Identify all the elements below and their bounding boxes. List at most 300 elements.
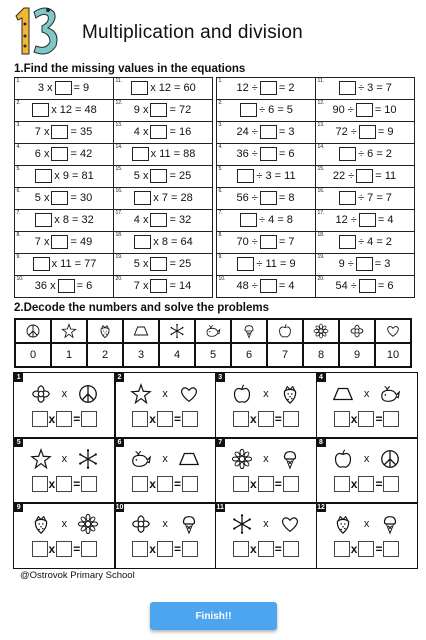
icecream-icon: [241, 323, 257, 339]
equation-suffix: = 9: [377, 126, 394, 138]
equation-prefix: 5 x: [133, 170, 149, 182]
equation-number: 9.: [16, 253, 21, 260]
answer-box[interactable]: [81, 541, 97, 557]
equals-sign: =: [375, 412, 383, 427]
equation-number: 16.: [115, 187, 123, 194]
answer-box[interactable]: [383, 541, 399, 557]
answer-box[interactable]: [132, 411, 148, 427]
answer-row: [115, 541, 215, 557]
answer-box[interactable]: [358, 541, 374, 557]
strawberry-icon: [279, 383, 301, 405]
problem-card: [215, 372, 317, 439]
equation-prefix: 54 ÷: [335, 280, 357, 292]
answer-box[interactable]: [258, 541, 274, 557]
equation-cell: [216, 231, 316, 254]
answer-box[interactable]: [150, 279, 167, 293]
answer-box[interactable]: [134, 191, 151, 205]
problem-number: 9: [14, 503, 23, 512]
equation-prefix: 7 x: [133, 280, 149, 292]
equation-suffix: x 12 = 48: [51, 104, 97, 116]
times-sign: x: [350, 542, 358, 557]
answer-box[interactable]: [237, 257, 254, 271]
equation-number: 8.: [218, 231, 223, 238]
answer-box[interactable]: [32, 476, 48, 492]
times-sign: x: [250, 542, 257, 557]
equation-cell: [315, 99, 415, 122]
snowflake-icon: [231, 513, 253, 535]
times-sign: x: [162, 388, 168, 401]
equation-cell: [315, 231, 415, 254]
section2-title: 2.Decode the numbers and solve the problems: [14, 302, 269, 314]
answer-box[interactable]: [260, 125, 277, 139]
answer-box[interactable]: [150, 213, 167, 227]
equation-suffix: = 4: [278, 280, 295, 292]
symbol-row: [115, 513, 215, 535]
answer-box[interactable]: [56, 476, 72, 492]
times-sign: x: [363, 453, 370, 466]
equation-number: 15.: [115, 165, 123, 172]
equation-cell: [216, 187, 316, 210]
equation-cell: [216, 253, 316, 276]
equation-suffix: x 8 = 32: [54, 214, 94, 226]
answer-box[interactable]: [356, 257, 373, 271]
equation-number: 7.: [16, 209, 21, 216]
problem-card: [114, 437, 216, 504]
strawberry-icon: [332, 513, 354, 535]
equation-prefix: 5 x: [133, 258, 149, 270]
flower-icon: [77, 513, 99, 535]
times-sign: x: [162, 453, 168, 466]
equation-prefix: 6 x: [34, 148, 50, 160]
section1-title: 1.Find the missing values in the equations: [14, 63, 246, 75]
answer-box[interactable]: [134, 235, 151, 249]
answer-box[interactable]: [339, 81, 356, 95]
equation-cell: [14, 165, 114, 188]
equation-suffix: = 16: [169, 126, 192, 138]
answer-box[interactable]: [33, 257, 50, 271]
equation-suffix: = 32: [169, 214, 192, 226]
answer-box[interactable]: [233, 411, 249, 427]
equation-suffix: ÷ 3 = 11: [256, 170, 296, 182]
equals-sign: =: [73, 542, 81, 557]
answer-box[interactable]: [283, 541, 299, 557]
answer-box[interactable]: [383, 476, 399, 492]
key-value-cell: 9: [339, 343, 375, 367]
equation-number: 10.: [218, 275, 226, 282]
equation-number: 14.: [115, 143, 123, 150]
equation-suffix: = 3: [374, 258, 391, 270]
equation-prefix: 90 ÷: [332, 104, 354, 116]
key-symbol-cell: [159, 319, 195, 343]
equation-number: 8.: [16, 231, 21, 238]
answer-box[interactable]: [157, 411, 173, 427]
answer-box[interactable]: [359, 279, 376, 293]
equation-number: 11.: [115, 77, 123, 84]
key-value-cell: 7: [267, 343, 303, 367]
answer-box[interactable]: [358, 411, 374, 427]
strawberry-icon: [97, 323, 113, 339]
answer-box[interactable]: [56, 411, 72, 427]
key-symbol-cell: [51, 319, 87, 343]
equation-cell: [216, 99, 316, 122]
equation-suffix: ÷ 4 = 2: [358, 236, 392, 248]
symbol-row: [317, 448, 417, 470]
answer-box[interactable]: [339, 147, 356, 161]
answer-box[interactable]: [283, 476, 299, 492]
equation-prefix: 48 ÷: [236, 280, 258, 292]
answer-box[interactable]: [32, 103, 49, 117]
equation-cell: [113, 253, 213, 276]
equation-number: 13.: [115, 121, 123, 128]
equals-sign: =: [274, 412, 282, 427]
problem-card: [215, 502, 317, 569]
snowflake-icon: [169, 323, 185, 339]
key-symbol-cell: [267, 319, 303, 343]
equation-cell: [14, 143, 114, 166]
equation-suffix: = 35: [70, 126, 93, 138]
star-icon: [61, 323, 77, 339]
problem-number: 7: [216, 438, 225, 447]
rose-icon: [30, 383, 52, 405]
answer-box[interactable]: [51, 191, 68, 205]
equation-prefix: 3 x: [37, 82, 53, 94]
equation-number: 20.: [317, 275, 325, 282]
equation-suffix: = 6: [377, 280, 394, 292]
symbol-row: [317, 513, 417, 535]
times-sign: x: [149, 412, 156, 427]
equation-cell: [315, 275, 415, 298]
answer-box[interactable]: [150, 257, 167, 271]
equation-number: 5.: [218, 165, 223, 172]
equations-table: [14, 77, 414, 297]
answer-box[interactable]: [356, 169, 373, 183]
number-13-logo-icon: [12, 4, 64, 58]
equation-number: 6.: [16, 187, 21, 194]
answer-box[interactable]: [35, 213, 52, 227]
equation-cell: [113, 121, 213, 144]
trapezoid-icon: [332, 383, 354, 405]
equation-cell: [315, 253, 415, 276]
equation-number: 3.: [16, 121, 21, 128]
symbol-row: [216, 448, 316, 470]
answer-box[interactable]: [334, 411, 350, 427]
equation-suffix: = 72: [169, 104, 192, 116]
equation-suffix: ÷ 7 = 7: [358, 192, 392, 204]
equation-cell: [14, 231, 114, 254]
answer-box[interactable]: [383, 411, 399, 427]
answer-box[interactable]: [81, 476, 97, 492]
flower-icon: [313, 323, 329, 339]
key-symbol-cell: [339, 319, 375, 343]
times-sign: x: [48, 542, 56, 557]
equation-suffix: = 4: [377, 214, 394, 226]
equation-prefix: 7 x: [34, 126, 50, 138]
answer-box[interactable]: [150, 169, 167, 183]
equation-cell: [216, 121, 316, 144]
answer-box[interactable]: [58, 279, 75, 293]
equation-suffix: = 25: [169, 258, 192, 270]
finish-button[interactable]: Finish!!: [150, 602, 277, 630]
answer-box[interactable]: [339, 235, 356, 249]
equation-number: 19.: [317, 253, 325, 260]
problem-card: [114, 372, 216, 439]
equation-number: 9.: [218, 253, 223, 260]
equation-cell: [14, 275, 114, 298]
answer-box[interactable]: [132, 476, 148, 492]
times-sign: x: [162, 518, 168, 531]
equation-cell: [113, 165, 213, 188]
equation-prefix: 4 x: [133, 126, 149, 138]
answer-box[interactable]: [157, 541, 173, 557]
answer-box[interactable]: [81, 411, 97, 427]
equation-cell: [14, 209, 114, 232]
answer-box[interactable]: [51, 125, 68, 139]
times-sign: x: [263, 453, 269, 466]
answer-row: [317, 411, 417, 427]
equals-sign: =: [173, 412, 181, 427]
times-sign: x: [250, 412, 257, 427]
heart-icon: [178, 383, 200, 405]
equation-cell: [315, 121, 415, 144]
problem-number: 10: [115, 504, 124, 512]
answer-box[interactable]: [334, 541, 350, 557]
equation-suffix: = 49: [70, 236, 93, 248]
answer-row: [216, 476, 316, 492]
equation-prefix: 56 ÷: [236, 192, 258, 204]
equation-cell: [216, 165, 316, 188]
key-symbol-cell: [195, 319, 231, 343]
answer-row: [216, 411, 316, 427]
rose-icon: [349, 323, 365, 339]
key-value-cell: 8: [303, 343, 339, 367]
equation-prefix: 4 x: [133, 214, 149, 226]
header: [12, 4, 416, 60]
problem-number: 11: [216, 504, 224, 512]
equation-cell: [14, 187, 114, 210]
whale-icon: [205, 323, 221, 339]
answer-box[interactable]: [182, 411, 198, 427]
answer-box[interactable]: [56, 541, 72, 557]
equation-suffix: = 6: [76, 280, 93, 292]
equation-cell: [216, 77, 316, 100]
equation-cell: [113, 187, 213, 210]
symbol-row: [115, 383, 215, 405]
equation-number: 10.: [16, 275, 24, 282]
equals-sign: =: [173, 477, 181, 492]
answer-row: [115, 411, 215, 427]
problem-card: [114, 502, 216, 569]
equation-cell: [315, 187, 415, 210]
strawberry-icon: [30, 513, 52, 535]
answer-box[interactable]: [132, 541, 148, 557]
equation-cell: [14, 121, 114, 144]
equation-suffix: ÷ 3 = 7: [358, 82, 392, 94]
answer-box[interactable]: [356, 103, 373, 117]
problem-number: 5: [14, 438, 23, 447]
answer-box[interactable]: [260, 81, 277, 95]
times-sign: x: [363, 388, 370, 401]
answer-box[interactable]: [260, 147, 277, 161]
answer-box[interactable]: [237, 169, 254, 183]
equation-prefix: 22 ÷: [332, 170, 355, 182]
answer-row: [14, 541, 114, 557]
equation-number: 19.: [115, 253, 123, 260]
key-value-cell: 10: [375, 343, 411, 367]
times-sign: x: [61, 518, 68, 531]
equation-number: 17.: [317, 209, 325, 216]
answer-box[interactable]: [233, 541, 249, 557]
answer-box[interactable]: [358, 476, 374, 492]
equation-number: 16.: [317, 187, 325, 194]
equation-suffix: x 11 = 88: [150, 148, 196, 160]
answer-box[interactable]: [260, 279, 277, 293]
apple-icon: [231, 383, 253, 405]
equation-cell: [113, 209, 213, 232]
symbol-row: [14, 513, 114, 535]
equation-cell: [14, 77, 114, 100]
symbol-row: [14, 448, 114, 470]
equation-prefix: 70 ÷: [236, 236, 258, 248]
decoder-key-table: [14, 318, 412, 368]
equation-number: 12.: [317, 99, 325, 106]
equation-suffix: = 6: [278, 148, 295, 160]
symbol-row: [216, 513, 316, 535]
answer-box[interactable]: [339, 191, 356, 205]
equation-number: 4.: [16, 143, 21, 150]
answer-box[interactable]: [32, 411, 48, 427]
answer-box[interactable]: [260, 235, 277, 249]
key-symbol-cell: [375, 319, 411, 343]
answer-box[interactable]: [233, 476, 249, 492]
problem-number: 1: [14, 373, 23, 382]
equation-suffix: = 9: [73, 82, 90, 94]
answer-box[interactable]: [258, 411, 274, 427]
problem-number: 2: [115, 373, 124, 382]
answer-box[interactable]: [258, 476, 274, 492]
equation-number: 2.: [218, 99, 223, 106]
equation-cell: [315, 165, 415, 188]
key-value-cell: 1: [51, 343, 87, 367]
trapezoid-icon: [178, 448, 200, 470]
equation-number: 13.: [317, 121, 325, 128]
equation-number: 14.: [317, 143, 325, 150]
equation-cell: [315, 77, 415, 100]
key-value-cell: 0: [15, 343, 51, 367]
answer-row: [216, 541, 316, 557]
key-value-cell: 6: [231, 343, 267, 367]
problem-number: 8: [317, 438, 326, 447]
key-value-cell: 2: [87, 343, 123, 367]
answer-box[interactable]: [157, 476, 173, 492]
symbol-row: [216, 383, 316, 405]
answer-box[interactable]: [334, 476, 350, 492]
equation-number: 18.: [317, 231, 325, 238]
equation-suffix: ÷ 6 = 5: [259, 104, 293, 116]
answer-box[interactable]: [283, 411, 299, 427]
times-sign: x: [363, 518, 370, 531]
heart-icon: [385, 323, 401, 339]
equation-number: 4.: [218, 143, 223, 150]
star-icon: [130, 383, 152, 405]
rose-icon: [130, 513, 152, 535]
equation-number: 5.: [16, 165, 21, 172]
equals-sign: =: [73, 412, 81, 427]
equals-sign: =: [375, 477, 383, 492]
equation-prefix: 7 x: [34, 236, 50, 248]
snowflake-icon: [77, 448, 99, 470]
equation-suffix: = 14: [169, 280, 192, 292]
equation-cell: [14, 253, 114, 276]
star-icon: [30, 448, 52, 470]
times-sign: x: [48, 412, 56, 427]
equation-cell: [315, 209, 415, 232]
answer-box[interactable]: [32, 541, 48, 557]
peace-icon: [77, 383, 99, 405]
key-symbol-cell: [123, 319, 159, 343]
answer-box[interactable]: [51, 235, 68, 249]
equation-prefix: 5 x: [34, 192, 50, 204]
answer-box[interactable]: [132, 147, 149, 161]
answer-box[interactable]: [240, 103, 257, 117]
equation-suffix: = 25: [169, 170, 192, 182]
answer-box[interactable]: [260, 191, 277, 205]
equation-cell: [216, 275, 316, 298]
answer-box[interactable]: [131, 81, 148, 95]
times-sign: x: [61, 453, 68, 466]
answer-box[interactable]: [182, 476, 198, 492]
answer-row: [14, 476, 114, 492]
page-title: Multiplication and division: [82, 22, 303, 43]
problem-number: 6: [115, 438, 124, 447]
answer-box[interactable]: [51, 147, 68, 161]
equation-suffix: = 30: [70, 192, 93, 204]
equation-suffix: = 2: [278, 82, 295, 94]
problem-number: 3: [216, 373, 225, 382]
whale-icon: [379, 383, 401, 405]
answer-box[interactable]: [150, 103, 167, 117]
answer-box[interactable]: [55, 81, 72, 95]
problem-card: [215, 437, 317, 504]
equation-prefix: 12 ÷: [335, 214, 357, 226]
answer-box[interactable]: [240, 213, 257, 227]
times-sign: x: [350, 477, 358, 492]
key-value-cell: 4: [159, 343, 195, 367]
equation-suffix: x 7 = 28: [153, 192, 193, 204]
equation-number: 3.: [218, 121, 223, 128]
problem-card: [13, 437, 115, 504]
problem-card: [316, 437, 418, 504]
answer-box[interactable]: [359, 125, 376, 139]
times-sign: x: [250, 477, 257, 492]
equation-cell: [113, 275, 213, 298]
equation-suffix: = 10: [374, 104, 397, 116]
problem-card: [316, 502, 418, 569]
answer-box[interactable]: [182, 541, 198, 557]
heart-icon: [279, 513, 301, 535]
answer-box[interactable]: [359, 213, 376, 227]
equation-number: 20.: [115, 275, 123, 282]
equation-suffix: ÷ 6 = 2: [358, 148, 392, 160]
equation-suffix: x 8 = 64: [153, 236, 193, 248]
key-symbol-cell: [87, 319, 123, 343]
equation-prefix: 36 x: [34, 280, 56, 292]
equation-number: 2.: [16, 99, 21, 106]
whale-icon: [130, 448, 152, 470]
answer-row: [317, 541, 417, 557]
equation-suffix: = 3: [278, 126, 295, 138]
answer-box[interactable]: [35, 169, 52, 183]
answer-box[interactable]: [150, 125, 167, 139]
